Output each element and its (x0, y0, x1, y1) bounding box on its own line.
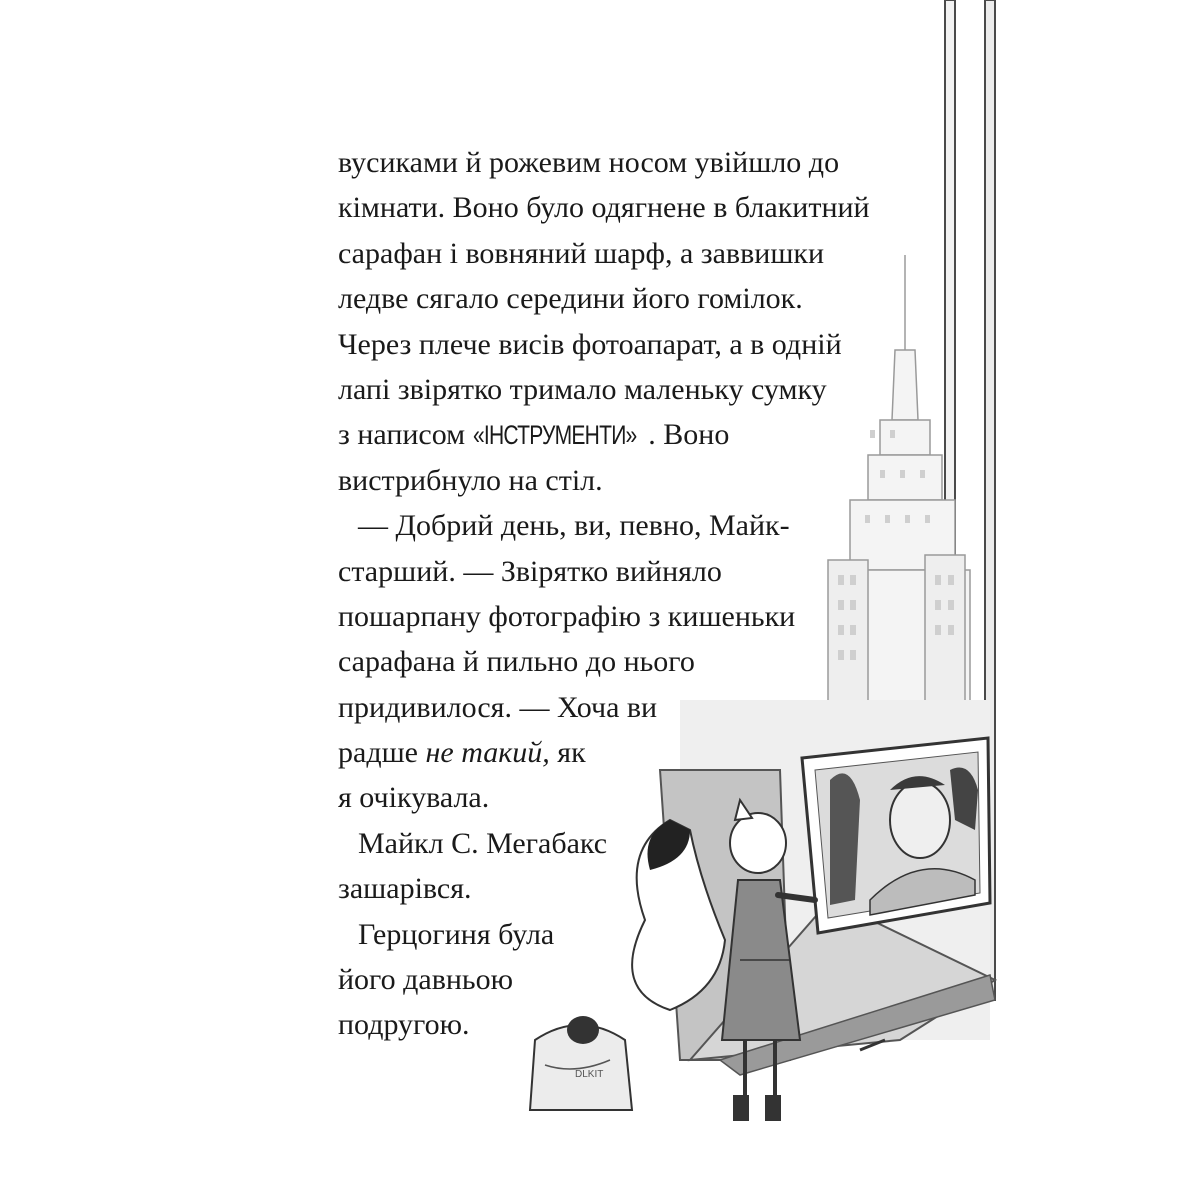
text-line: пошарпану фотографію з кишеньки (338, 599, 796, 633)
text-line: ледве сягало середини його гомілок. (338, 282, 803, 316)
tools-sign-text: «ІНСТРУМЕНТИ» (472, 420, 637, 451)
text-line: я очікувала. (338, 781, 490, 815)
text-line: його давньою (338, 963, 514, 997)
text-line: сарафан і вовняний шарф, а заввишки (338, 236, 825, 270)
text-line: Майкл С. Мегабакс (358, 826, 608, 860)
text-line (338, 730, 878, 775)
body-text (338, 140, 878, 1048)
text-line: — Добрий день, ви, певно, Майк- (358, 509, 790, 543)
text-span: як (549, 736, 586, 770)
text-line: вистрибнуло на стіл. (338, 463, 603, 497)
text-line: подругою. (338, 1008, 470, 1042)
italic-text: не такий, (425, 736, 550, 770)
bag-label: DLKIT (575, 1069, 604, 1080)
text-line: кімнати. Воно було одягнене в блакитний (338, 191, 870, 225)
text-line: зашарівся. (338, 872, 472, 906)
text-span: з написом (338, 418, 473, 452)
text-line: Через плече висів фотоапарат, а в одній (338, 327, 842, 361)
text-span: радше (338, 736, 426, 770)
text-line: старший. — Звірятко вийняло (338, 554, 722, 588)
text-span: . Воно (648, 418, 730, 452)
text-line: сарафана й пильно до нього (338, 645, 695, 679)
text-line (338, 412, 878, 457)
text-line: Герцогиня була (358, 917, 555, 951)
text-line: лапі звірятко тримало маленьку сумку (338, 372, 827, 406)
text-line: вусиками й рожевим носом увійшло до (338, 146, 840, 179)
text-line: придивилося. — Хоча ви (338, 690, 658, 724)
